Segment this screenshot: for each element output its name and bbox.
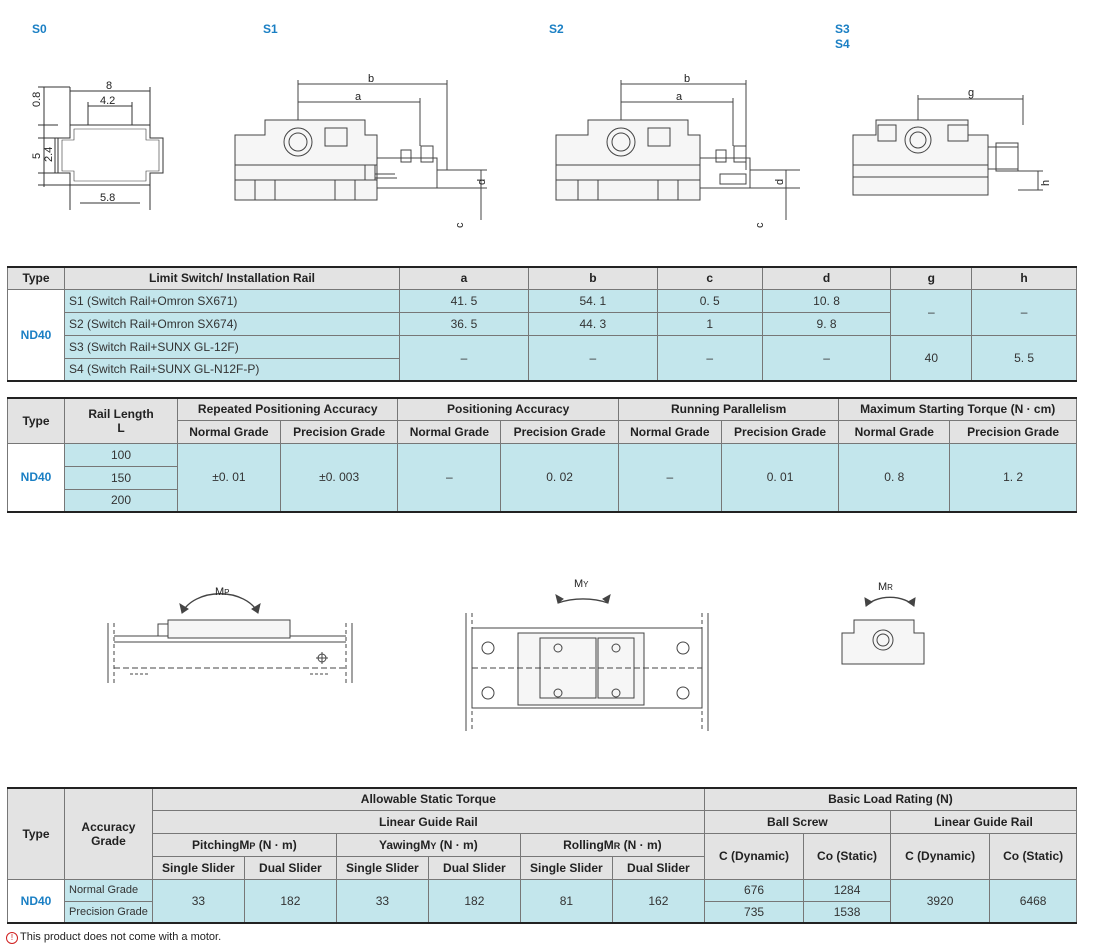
t3-header-static-torque: Allowable Static Torque — [152, 788, 704, 810]
t2-header-torque: Maximum Starting Torque (N · cm) — [839, 398, 1077, 420]
s1-dim-c: c — [454, 222, 466, 228]
t3-sub-yaw-single: Single Slider — [336, 856, 428, 879]
yawing-label-m: M — [574, 578, 584, 590]
t3-rolling-pre: Rolling — [563, 837, 604, 852]
t3-sub-roll-single: Single Slider — [520, 856, 612, 879]
rolling-moment-drawing — [838, 578, 928, 668]
t3-accuracy-label-1: Accuracy — [81, 819, 136, 834]
t2-sub-3: Precision Grade — [501, 420, 619, 443]
t2-rail-length-label: Rail Length — [88, 406, 154, 421]
t2-header-type: Type — [8, 398, 65, 443]
t2-value-1: ±0. 003 — [280, 443, 398, 512]
yawing-moment-drawing — [458, 573, 718, 735]
diagram-label-s1: S1 — [263, 22, 278, 36]
s1-dim-d: d — [476, 178, 488, 185]
t2-sub-0: Normal Grade — [178, 420, 281, 443]
t1-header-b: b — [528, 267, 657, 289]
t3-rolling-unit: (N · m) — [620, 837, 662, 852]
t3-grade-precision: Precision Grade — [65, 901, 153, 923]
t3-bs-normal-c: 676 — [704, 879, 803, 901]
s0-dim-8: 8 — [106, 80, 113, 92]
t1-header-d: d — [762, 267, 891, 289]
t2-sub-2: Normal Grade — [398, 420, 501, 443]
t1-s1-a: 41. 5 — [400, 289, 529, 312]
t1-switch-s2: S2 (Switch Rail+Omron SX674) — [65, 312, 400, 335]
t3-rail-c: 3920 — [890, 879, 989, 923]
t1-header-switch: Limit Switch/ Installation Rail — [65, 267, 400, 289]
t1-s1-c: 0. 5 — [657, 289, 762, 312]
s1-switch-drawing — [225, 70, 495, 235]
pitching-label-sub: P — [224, 588, 230, 597]
t2-sub-7: Precision Grade — [950, 420, 1077, 443]
t1-type-cell: ND40 — [8, 289, 65, 381]
t2-value-4: – — [618, 443, 721, 512]
t2-length-100: 100 — [65, 443, 178, 466]
diagram-label-s0: S0 — [32, 22, 47, 36]
t3-bs-normal-co: 1284 — [804, 879, 891, 901]
s2-dim-a: a — [676, 91, 683, 103]
t3-header-yawing — [336, 833, 520, 856]
t3-torque-1: 182 — [244, 879, 336, 923]
t3-header-rolling — [520, 833, 704, 856]
pitching-label — [215, 586, 230, 598]
warning-icon: ! — [6, 932, 18, 944]
t1-s34-h: 5. 5 — [972, 335, 1077, 381]
t1-switch-s3: S3 (Switch Rail+SUNX GL-12F) — [65, 335, 400, 358]
s2-dim-c: c — [754, 222, 766, 228]
t2-sub-5: Precision Grade — [721, 420, 839, 443]
t3-torque-5: 162 — [612, 879, 704, 923]
t2-length-150: 150 — [65, 466, 178, 489]
t3-header-lg-c-dynamic: C (Dynamic) — [890, 833, 989, 879]
t1-s1-d: 10. 8 — [762, 289, 891, 312]
s0-dim-4-2: 4.2 — [100, 95, 116, 107]
motor-note-text: This product does not come with a motor. — [20, 931, 222, 943]
t1-header-g: g — [891, 267, 972, 289]
limit-switch-table — [7, 266, 1077, 382]
t3-header-pitching — [152, 833, 336, 856]
t3-torque-2: 33 — [336, 879, 428, 923]
s0-dim-0-8: 0.8 — [31, 91, 43, 107]
t1-switch-s1: S1 (Switch Rail+Omron SX671) — [65, 289, 400, 312]
t3-sub-roll-dual: Dual Slider — [612, 856, 704, 879]
t3-type-cell: ND40 — [8, 879, 65, 923]
diagram-label-s4: S4 — [835, 37, 850, 51]
s0-rail-section-drawing — [20, 75, 170, 215]
t3-sub-pitch-single: Single Slider — [152, 856, 244, 879]
s2-dim-d: d — [774, 178, 786, 185]
t1-s34-c: – — [657, 335, 762, 381]
rolling-label-sub: R — [887, 583, 893, 592]
t2-header-parallelism: Running Parallelism — [618, 398, 838, 420]
diagram-label-s2: S2 — [549, 22, 564, 36]
t1-s34-g: 40 — [891, 335, 972, 381]
t1-header-c: c — [657, 267, 762, 289]
t2-length-200: 200 — [65, 489, 178, 512]
t3-rolling-sub: R — [613, 840, 621, 851]
t3-header-accuracy — [65, 788, 153, 879]
t3-pitching-pre: Pitching — [192, 837, 240, 852]
s1-dim-a: a — [355, 91, 362, 103]
t2-header-repeated: Repeated Positioning Accuracy — [178, 398, 398, 420]
t3-sub-yaw-dual: Dual Slider — [428, 856, 520, 879]
rolling-label-m: M — [878, 581, 888, 593]
t3-header-linear-guide-rail: Linear Guide Rail — [890, 810, 1076, 833]
t3-header-bs-c-dynamic: C (Dynamic) — [704, 833, 803, 879]
t3-header-lg-co-static: Co (Static) — [990, 833, 1077, 879]
t2-value-6: 0. 8 — [839, 443, 950, 512]
yawing-label-sub: Y — [583, 580, 589, 589]
t1-s1-b: 54. 1 — [528, 289, 657, 312]
s0-dim-5-8: 5.8 — [100, 192, 116, 204]
t3-pitching-m: M — [239, 837, 250, 852]
s2-switch-drawing — [548, 70, 818, 235]
s0-dim-2-4: 2.4 — [43, 146, 55, 162]
s0-dim-5: 5 — [31, 152, 43, 159]
t3-yawing-m: M — [420, 837, 431, 852]
t1-s34-b: – — [528, 335, 657, 381]
s3-s4-switch-drawing — [848, 85, 1058, 200]
s3-dim-g: g — [968, 87, 975, 99]
t1-s2-c: 1 — [657, 312, 762, 335]
yawing-label — [574, 578, 589, 590]
t3-header-load-rating: Basic Load Rating (N) — [704, 788, 1076, 810]
t2-header-positioning: Positioning Accuracy — [398, 398, 618, 420]
t1-s34-a: – — [400, 335, 529, 381]
t1-header-type: Type — [8, 267, 65, 289]
t3-pitching-unit: (N · m) — [255, 837, 297, 852]
t2-sub-4: Normal Grade — [618, 420, 721, 443]
t1-switch-s4: S4 (Switch Rail+SUNX GL-N12F-P) — [65, 358, 400, 381]
s2-dim-b: b — [684, 73, 691, 85]
t2-header-rail-length — [65, 398, 178, 443]
t2-type-cell: ND40 — [8, 443, 65, 512]
t3-bs-precision-co: 1538 — [804, 901, 891, 923]
t3-bs-precision-c: 735 — [704, 901, 803, 923]
t3-pitching-sub: P — [249, 840, 256, 851]
t2-value-5: 0. 01 — [721, 443, 839, 512]
t3-yawing-pre: Yawing — [379, 837, 421, 852]
t3-header-ball-screw: Ball Screw — [704, 810, 890, 833]
pitching-moment-drawing — [100, 578, 365, 693]
t2-value-0: ±0. 01 — [178, 443, 281, 512]
static-torque-load-table — [7, 787, 1077, 924]
rolling-label — [878, 581, 893, 593]
t2-value-7: 1. 2 — [950, 443, 1077, 512]
motor-note — [6, 931, 221, 944]
t3-accuracy-label-2: Grade — [91, 833, 126, 848]
s1-dim-b: b — [368, 73, 375, 85]
diagram-label-s3: S3 — [835, 22, 850, 36]
t3-yawing-sub: Y — [430, 840, 437, 851]
t1-s12-h: – — [972, 289, 1077, 335]
pitching-label-m: M — [215, 586, 225, 598]
t1-s34-d: – — [762, 335, 891, 381]
t1-header-a: a — [400, 267, 529, 289]
t3-header-type: Type — [8, 788, 65, 879]
t1-header-h: h — [972, 267, 1077, 289]
t3-rolling-m: M — [603, 837, 614, 852]
t3-torque-3: 182 — [428, 879, 520, 923]
t3-yawing-unit: (N · m) — [436, 837, 478, 852]
s3-dim-h: h — [1040, 179, 1052, 186]
t3-sub-pitch-dual: Dual Slider — [244, 856, 336, 879]
t1-s2-b: 44. 3 — [528, 312, 657, 335]
t2-value-2: – — [398, 443, 501, 512]
t1-s2-a: 36. 5 — [400, 312, 529, 335]
t1-s2-d: 9. 8 — [762, 312, 891, 335]
t2-value-3: 0. 02 — [501, 443, 619, 512]
t3-header-linear-guide: Linear Guide Rail — [152, 810, 704, 833]
t2-sub-1: Precision Grade — [280, 420, 398, 443]
t3-grade-normal: Normal Grade — [65, 879, 153, 901]
t3-rail-co: 6468 — [990, 879, 1077, 923]
t3-torque-4: 81 — [520, 879, 612, 923]
t2-rail-length-symbol: L — [117, 420, 125, 435]
t2-sub-6: Normal Grade — [839, 420, 950, 443]
t1-s12-g: – — [891, 289, 972, 335]
t3-torque-0: 33 — [152, 879, 244, 923]
accuracy-table — [7, 397, 1077, 513]
t3-header-bs-co-static: Co (Static) — [804, 833, 891, 879]
